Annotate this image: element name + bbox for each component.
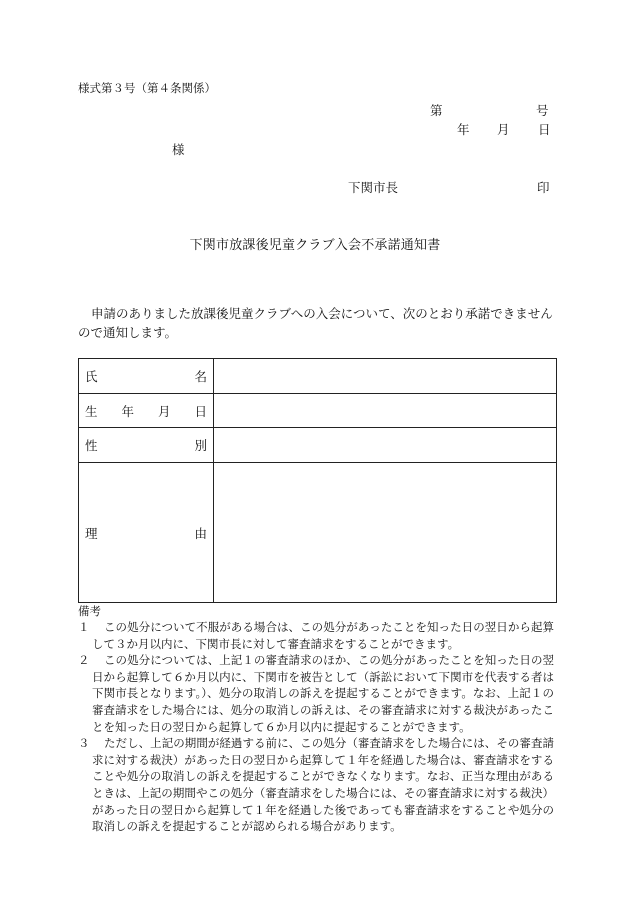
sender-name: 下関市長 — [348, 180, 399, 195]
remarks-heading: 備考 — [78, 604, 101, 618]
label-char: 氏 — [85, 369, 98, 384]
remark-number: ２ — [78, 653, 90, 668]
document-number-prefix: 第 — [430, 103, 443, 118]
document-title: 下関市放課後児童クラブ入会不承諾通知書 — [189, 238, 441, 253]
remark-text: この処分については、上記１の審査請求のほか、この処分があったことを知った日の翌日から起算して６か月以内に、下関市を被告として（訴訟において下関市を代表する者は下関市長となります。）、処分の取消しの訴えを提起することができます。なお、上記１の審査請求をした場合には、処分の取消しの訴えは、その審査請求に対する裁決があったことを知った日の翌日から起算して６か月以内に提起することができます。 — [92, 653, 554, 734]
table-row-birthdate — [79, 394, 557, 428]
label-char: 生 — [85, 403, 98, 419]
remarks-list — [78, 619, 554, 835]
remark-number: ３ — [78, 736, 90, 751]
remark-item — [78, 619, 554, 652]
form-number: 様式第３号（第４条関係） — [78, 81, 216, 95]
remark-item — [78, 735, 554, 835]
date-month-label: 月 — [497, 122, 510, 137]
body-paragraph: 申請のありました放課後児童クラブへの入会について、次のとおり承諾できませんので通知します。 — [78, 306, 553, 340]
seal-mark: 印 — [537, 180, 550, 195]
label-char: 別 — [194, 438, 207, 453]
label-char: 名 — [194, 369, 207, 384]
label-cell — [79, 359, 214, 394]
label-cell — [79, 428, 214, 463]
label-char: 性 — [85, 438, 98, 453]
remark-text: ただし、上記の期間が経過する前に、この処分（審査請求をした場合には、その審査請求に対する裁決）があった日の翌日から起算して１年を経過した場合は、審査請求をすることや処分の取消しの訴えを提起することができなくなります。なお、正当な理由があるときは、上記の期間やこの処分（審査請求をした場合には、その審査請求に対する裁決）があった日の翌日から起算して１年を経過した後であっても審査請求をすることや処分の取消しの訴えを提起することが認められる場合があります。 — [92, 736, 554, 834]
document-number-suffix: 号 — [536, 103, 549, 118]
sex-value-cell — [214, 428, 557, 463]
label-char: 月 — [157, 403, 171, 419]
label-char: 年 — [121, 403, 134, 419]
addressee-suffix: 様 — [172, 142, 185, 157]
label-char: 理 — [85, 525, 98, 541]
remark-text: この処分について不服がある場合は、この処分があったことを知った日の翌日から起算して３か月以内に、下関市長に対して審査請求をすることができます。 — [92, 620, 554, 651]
table-row-name — [79, 359, 557, 394]
reason-value-cell — [214, 463, 557, 603]
date-year-label: 年 — [457, 122, 470, 137]
birthdate-value-cell — [214, 394, 557, 428]
table-row-sex — [79, 428, 557, 463]
label-char: 日 — [194, 403, 207, 419]
label-cell — [79, 394, 214, 428]
label-char: 由 — [194, 525, 207, 541]
remark-number: １ — [78, 620, 90, 634]
info-table — [78, 358, 557, 603]
remark-item — [78, 652, 554, 735]
date-day-label: 日 — [538, 122, 551, 137]
name-value-cell — [214, 359, 557, 394]
label-cell — [79, 463, 214, 603]
table-row-reason — [79, 463, 557, 603]
